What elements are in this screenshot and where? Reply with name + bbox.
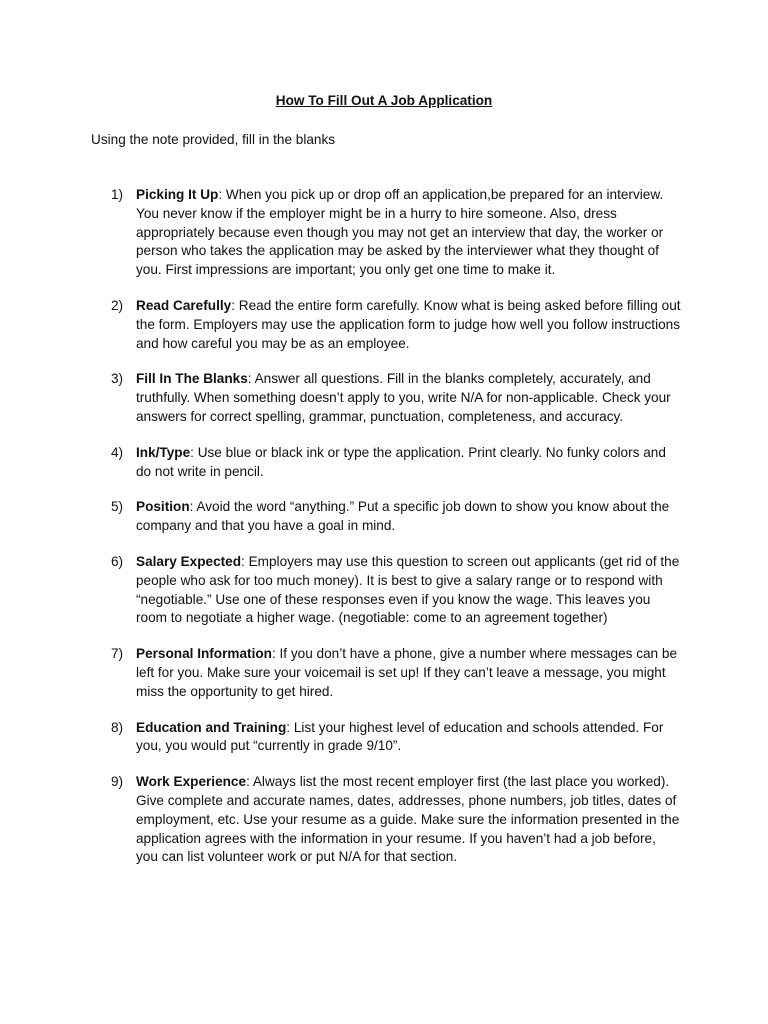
item-heading: Personal Information [136,646,272,662]
list-item [0,719,768,757]
item-body [136,370,681,426]
item-body [136,553,681,628]
item-text: : When you pick up or drop off an application,be prepared for an interview. You never know if the employer might be in a hurry to hire someone. Also, dress appropriately because even though you may not get an interview that day, the worker or person who takes the application may be asked by the interviewer what they thought of you. First impressions are important; you only get one time to make it. [136,187,664,278]
item-body [136,297,681,353]
instruction-text: Using the note provided, fill in the blanks [91,132,336,147]
item-text: : Avoid the word “anything.” Put a specific job down to show you know about the company and that you have a goal in mind. [136,499,670,534]
item-heading: Work Experience [136,774,247,790]
list-item [0,553,768,628]
item-text: : Always list the most recent employer first (the last place you worked). Give complete and accurate names, dates, addresses, phone numbers, job titles, dates of employment, etc. Use your resume as a guide. Make sure the information presented in the application agrees with the information in your resume. If you haven’t had a job before, you can list volunteer work or put N/A for that section. [136,774,680,865]
item-heading: Education and Training [136,719,287,735]
item-text: : If you don’t have a phone, give a number where messages can be left for you. Make sure your voicemail is set up! If they can’t leave a message, you might miss the opportunity to get hired. [136,646,678,699]
item-number: 6) [111,553,124,569]
item-number: 9) [111,774,124,790]
list-item [0,645,768,701]
item-body [136,444,681,482]
item-heading: Read Carefully [136,297,232,313]
item-heading: Picking It Up [136,187,219,202]
numbered-list [0,186,768,884]
item-text: : Employers may use this question to screen out applicants (get rid of the people who ask for too much money). It is best to give a salary range or to respond with “negotiable.” Use one of these responses even if you know the wage. This leaves you room to negotiate a higher wage. (negotiable: come to an agreement together) [136,553,680,626]
item-body [136,773,681,867]
item-text: : List your highest level of education and schools attended. For you, you would put “currently in grade 9/10”. [136,719,664,754]
item-heading: Position [136,499,190,515]
item-number: 1) [111,187,124,202]
item-body [136,645,681,701]
list-item [0,370,768,426]
item-number: 5) [111,499,124,515]
item-number: 2) [111,297,124,313]
list-item [0,498,768,536]
item-body [136,186,681,280]
item-text: : Use blue or black ink or type the application. Print clearly. No funky colors and do not write in pencil. [136,444,666,479]
list-item [0,773,768,867]
item-heading: Fill In The Blanks [136,371,248,387]
list-item [0,186,768,280]
list-item [0,297,768,353]
page-title: How To Fill Out A Job Application [275,93,493,108]
item-text: : Read the entire form carefully. Know what is being asked before filling out the form. Employers may use the application form to judge how well you follow instructions and how careful you may be as an employee. [136,297,681,351]
list-item [0,444,768,482]
item-body [136,719,681,757]
item-body [136,498,681,536]
item-heading: Ink/Type [136,444,191,460]
item-text: : Answer all questions. Fill in the blanks completely, accurately, and truthfully. When something doesn’t apply to you, write N/A for non-applicable. Check your answers for correct spelling, grammar, punctuation, completeness, and accuracy. [136,371,671,424]
item-number: 3) [111,371,124,387]
item-heading: Salary Expected [136,553,242,569]
item-number: 7) [111,646,124,662]
item-number: 8) [111,719,124,735]
item-number: 4) [111,444,124,460]
